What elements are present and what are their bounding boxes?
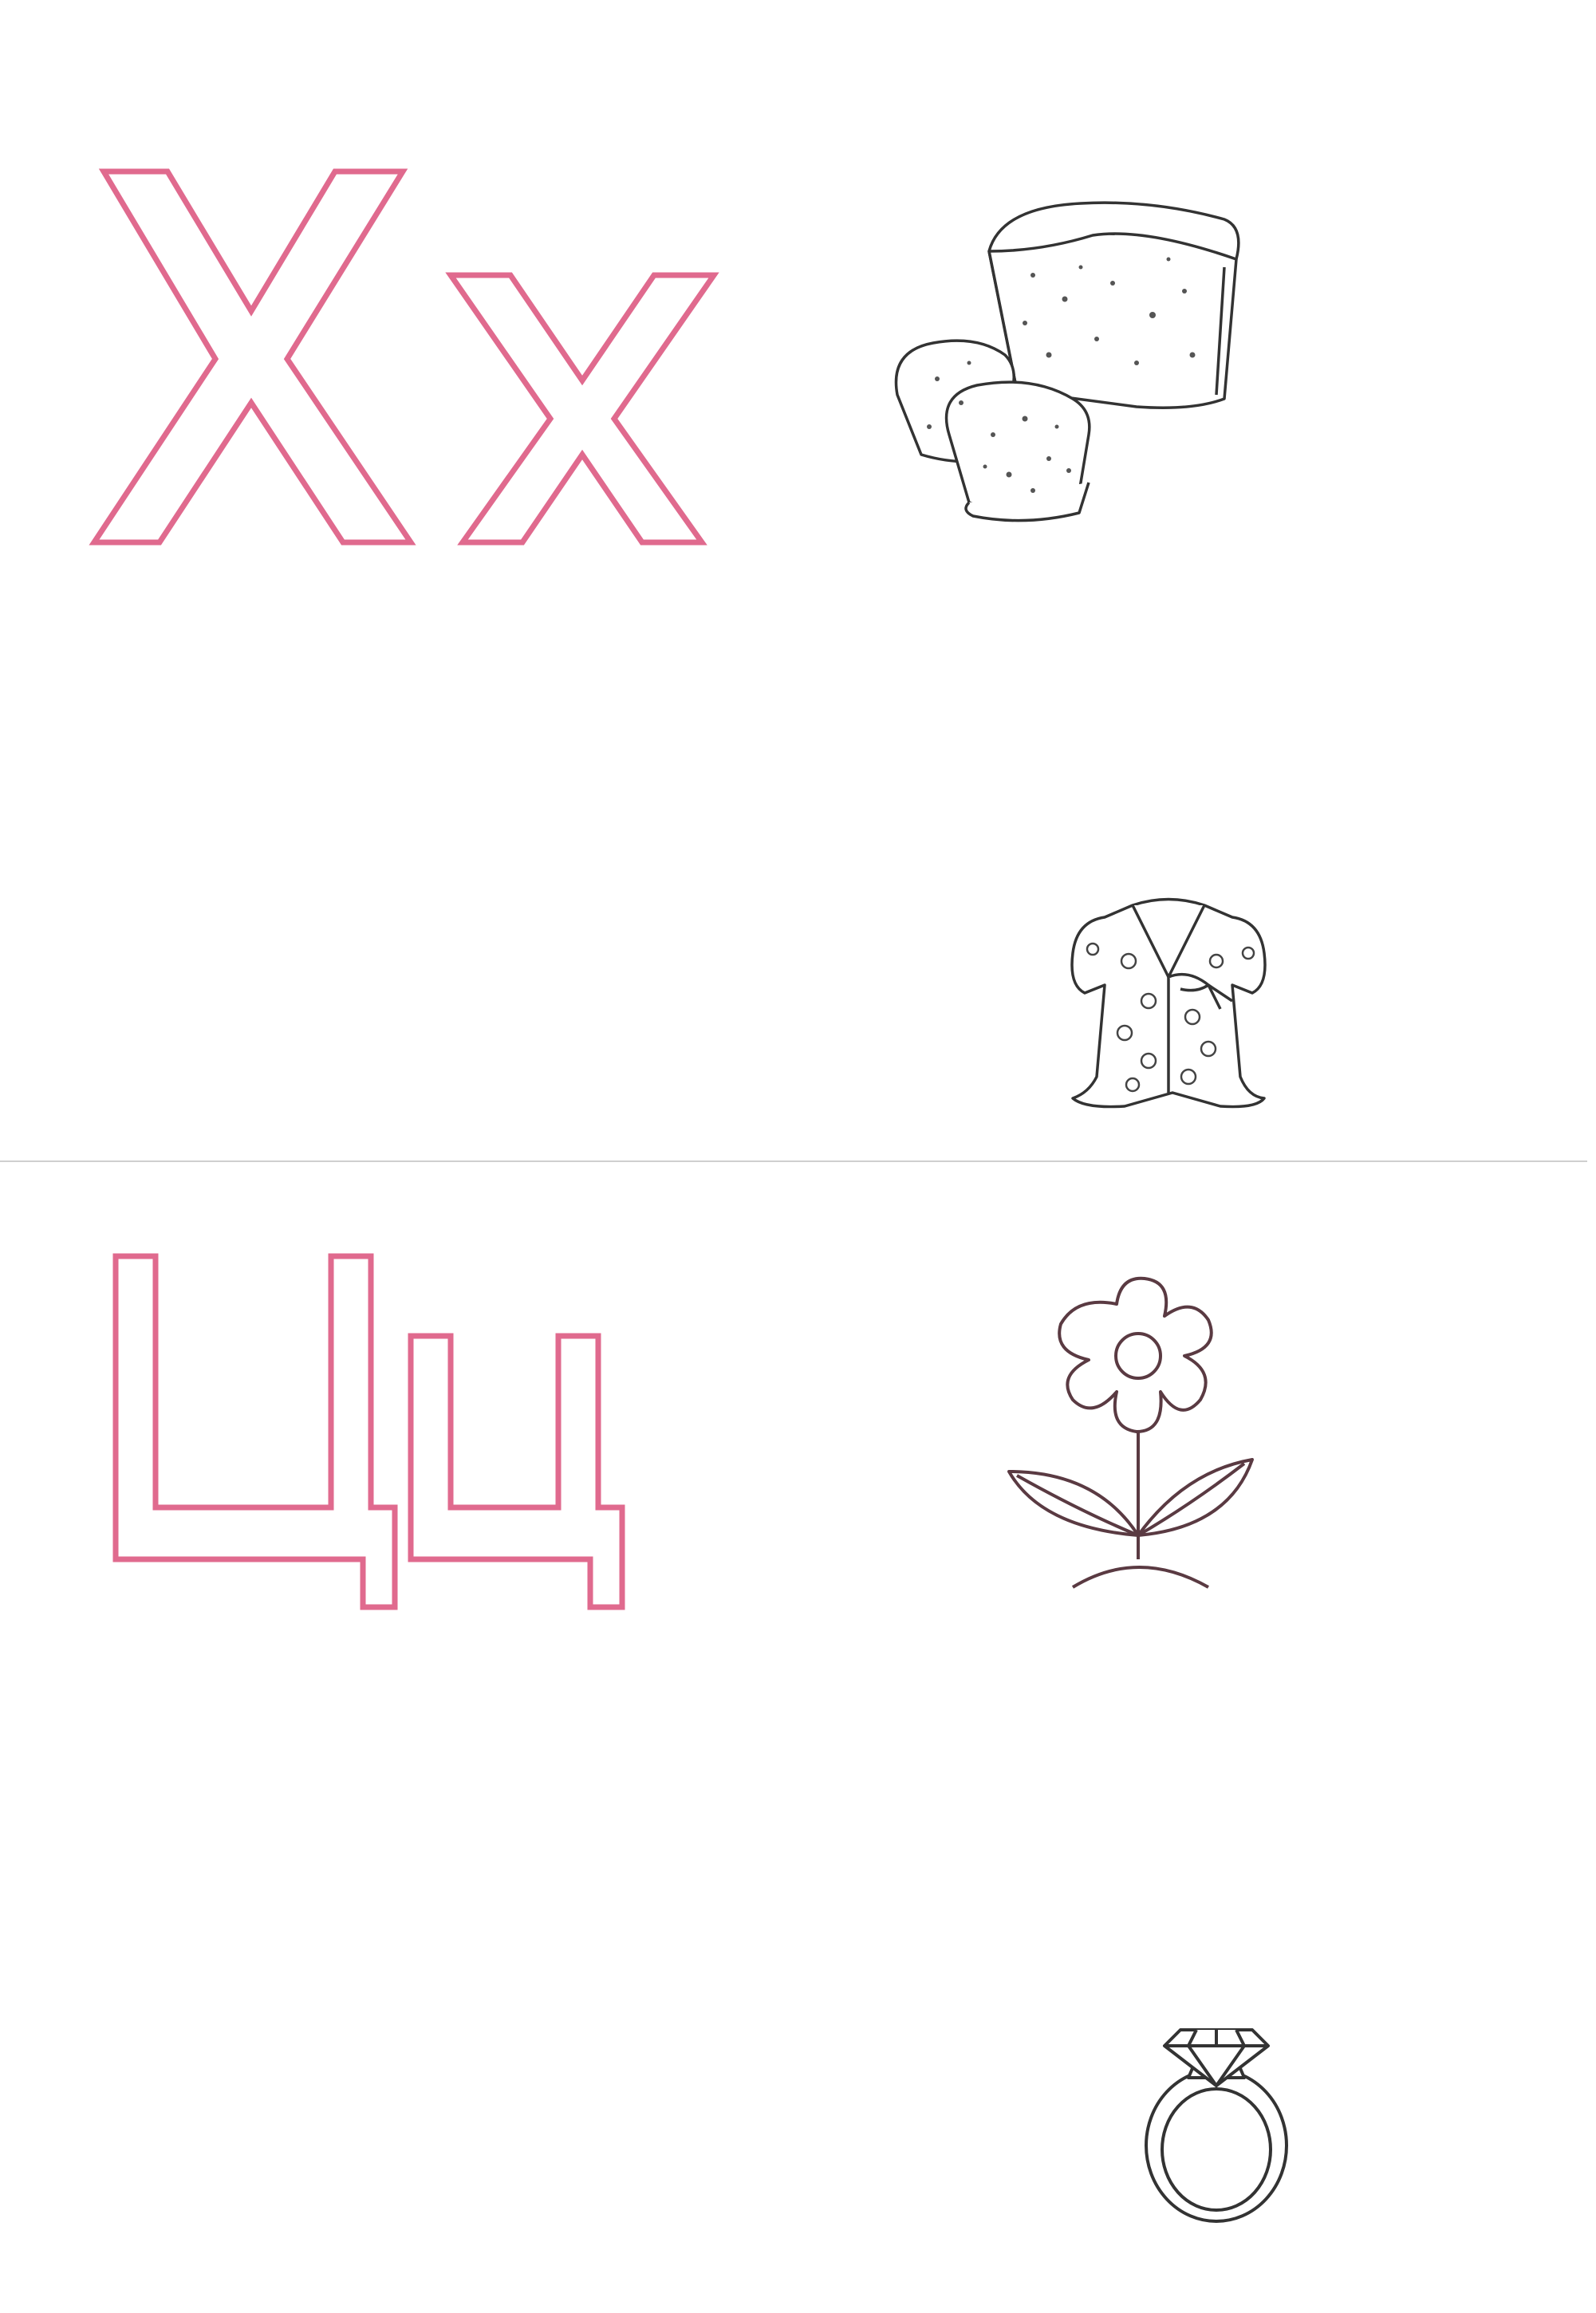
ring-icon: [1133, 1990, 1300, 2229]
trace-boxes-tse[interactable]: [152, 1699, 1492, 1954]
flower-icon: [1001, 1272, 1256, 1591]
outline-letter-kha[interactable]: [88, 156, 726, 554]
outline-letter-tse[interactable]: [100, 1244, 650, 1611]
trace-boxes-kha[interactable]: [120, 630, 1492, 869]
section-divider: [0, 1160, 1587, 1162]
top-ornament-border: [0, 0, 1596, 72]
robe-icon: [1061, 889, 1276, 1117]
bottom-ornament-border: [0, 2233, 1596, 2313]
bread-icon: [873, 195, 1248, 530]
